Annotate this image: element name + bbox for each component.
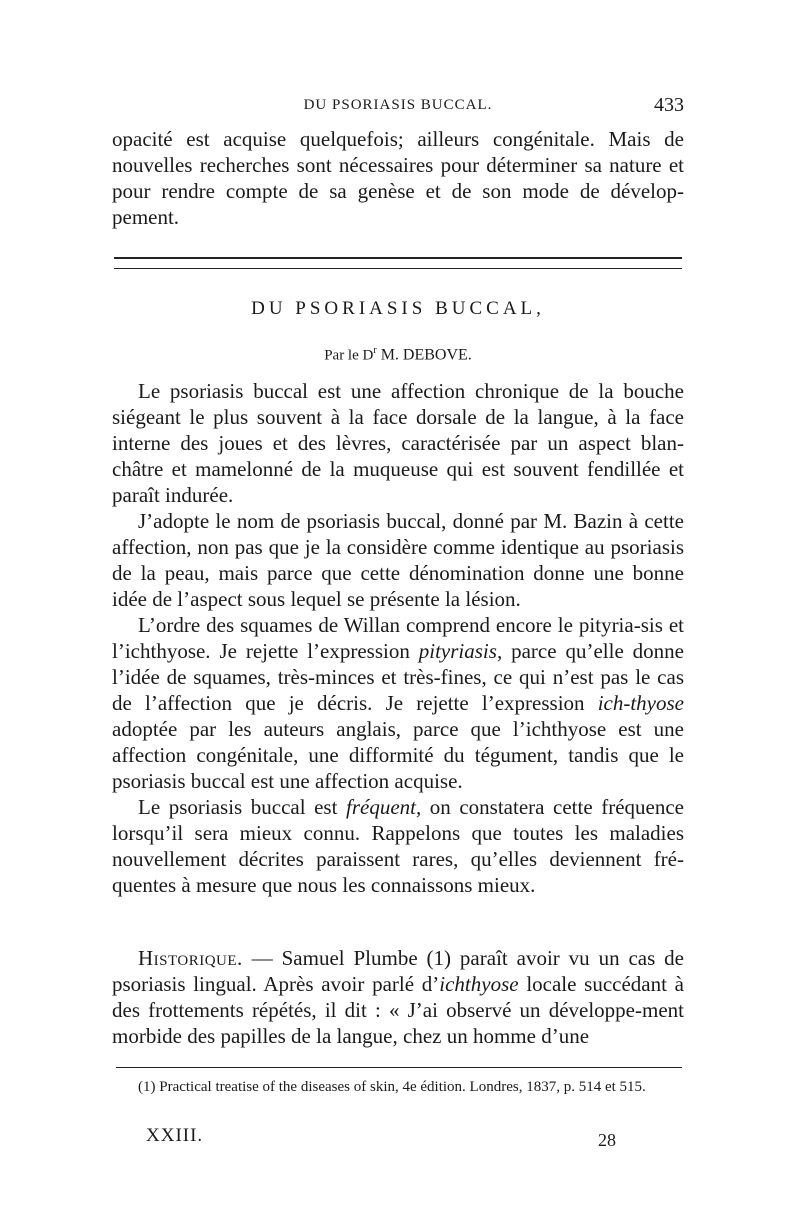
term-pityriasis: pityriasis,: [418, 639, 503, 663]
paragraph-terminology: [112, 612, 684, 794]
paragraph-history: [112, 945, 684, 1049]
article-body: [112, 378, 684, 898]
running-title: DU PSORIASIS BUCCAL.: [303, 97, 493, 113]
byline-superscript: r: [373, 345, 377, 356]
sheet-number: 28: [598, 1130, 616, 1150]
footnote-rule: [116, 1067, 682, 1068]
paragraph-frequency: [112, 794, 684, 898]
page-number: 433: [654, 94, 684, 116]
paragraph-naming: J’adopte le nom de psoriasis buccal, donné par M. Bazin à cette affection, non pas que je la considère comme identique au psoriasis de la peau, mais parce que cette dénomination donne une bonne idée de l’aspect sous lequel se présente la lésion.: [112, 509, 684, 611]
history-heading: Historique.: [138, 946, 243, 970]
paragraph-definition: Le psoriasis buccal est une affection chronique de la bouche siégeant le plus souvent à la face dorsale de la langue, à la face interne des joues et des lèvres, caractérisée par un aspect blan-châtre et mamelonné de la muqueuse qui est souvent fendillée et paraît indurée.: [112, 379, 684, 507]
term-frequent: fréquent,: [346, 795, 422, 819]
article-byline: [112, 340, 684, 366]
byline-author: M. DEBOVE.: [376, 346, 472, 364]
terminology-text-a: L’ordre des squames de Willan comprend encore le pityria-sis et l’ichthyose. Je rejette l’expression: [112, 613, 684, 663]
frequency-text-a: Le psoriasis buccal est: [138, 795, 346, 819]
terminology-text-b: parce qu’elle donne l’idée de squames, très-minces et très-fines, ce qui n’est pas le cas de l’affection que je décris. Je rejette l’expression: [112, 639, 684, 715]
term-ichthyose: ich-thyose: [597, 691, 684, 715]
frequency-text-b: on constatera cette fréquence lorsqu’il sera mieux connu. Rappelons que toutes les maladies nouvellement décrites paraissent rares, qu’elles deviennent fré-quentes à mesure que nous les connaissons mieux.: [112, 795, 684, 897]
byline-prefix: Par le D: [324, 347, 374, 364]
intro-paragraph: opacité est acquise quelquefois; ailleurs congénitale. Mais de nouvelles recherches sont nécessaires pour déterminer sa nature et pour rendre compte de sa genèse et de son mode de dévelop-pement.: [112, 127, 684, 229]
article-title: DU PSORIASIS BUCCAL,: [251, 298, 545, 319]
history-section: [112, 945, 684, 1049]
history-text-b: locale succédant à des frottements répétés, il dit : « J’ai observé un développe-ment morbide des papilles de la langue, chez un homme d’une: [112, 972, 684, 1048]
intro-text: [112, 126, 684, 230]
running-head: [112, 92, 684, 118]
footnote: (1) Practical treatise of the diseases of skin, 4e édition. Londres, 1837, p. 514 et 515.: [138, 1079, 646, 1095]
section-divider: [114, 257, 682, 269]
terminology-text-c: adoptée par les auteurs anglais, parce que l’ichthyose est une affection congénitale, une difformité du tégument, tandis que le psoriasis buccal est une affection acquise.: [112, 717, 684, 793]
term-ichthyose-locale: ichthyose: [439, 972, 519, 996]
history-text-a: — Samuel Plumbe (1) paraît avoir vu un cas de psoriasis lingual. Après avoir parlé d’: [112, 946, 684, 996]
signature-mark: XXIII.: [146, 1125, 204, 1146]
